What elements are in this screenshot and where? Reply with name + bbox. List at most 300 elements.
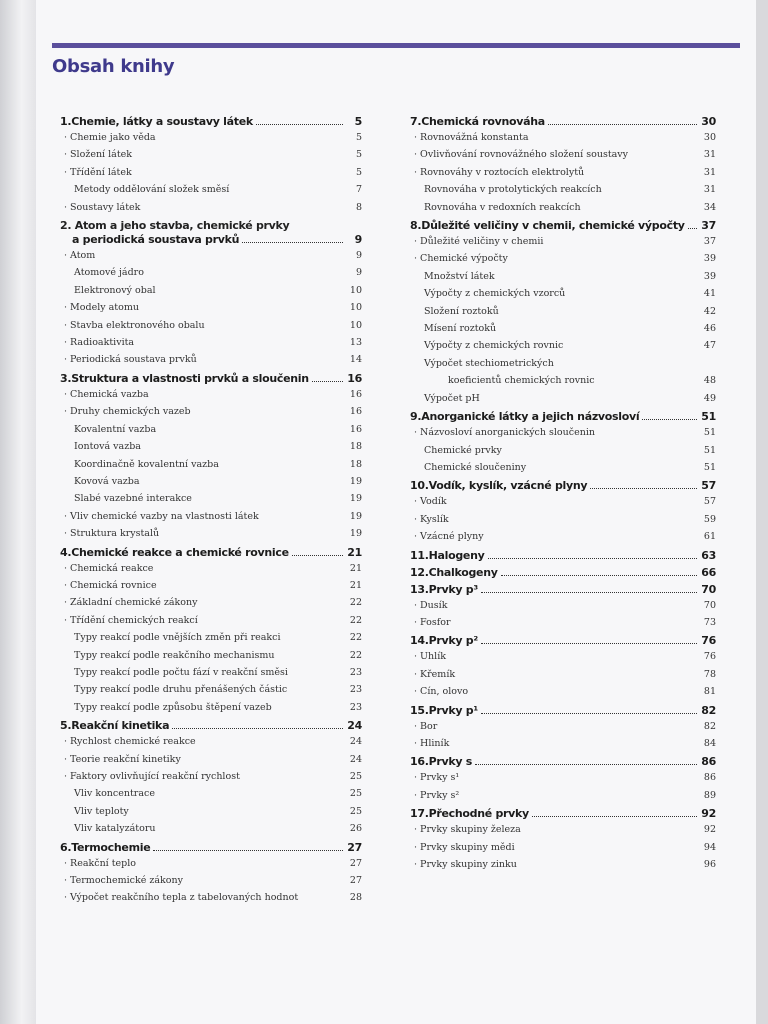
entry-title: · Chemická reakce (60, 560, 340, 577)
toc-entry (60, 317, 362, 334)
toc-chapter (410, 479, 716, 493)
page-number: 96 (703, 859, 716, 870)
entry-title: · Soustavy látek (60, 199, 340, 216)
toc-entry (60, 820, 362, 837)
chapter-number: 7. (410, 115, 422, 128)
entry-title: Vliv koncentrace (74, 788, 155, 800)
chapter-title: Důležité veličiny v chemii, chemické výpočty (421, 219, 685, 233)
toc-entry (60, 699, 362, 716)
page-number: 19 (349, 528, 362, 540)
toc-entry (410, 666, 716, 683)
page-number: 59 (703, 513, 716, 525)
dot-leader (688, 228, 697, 229)
chapter-number: 14. (410, 634, 429, 648)
page-number: 86 (701, 755, 716, 769)
chapter-title: Anorganické látky a jejich názvosloví (421, 410, 640, 424)
toc-entry (60, 199, 362, 216)
page-number: 27 (347, 840, 362, 854)
entry-title: · Vodík (410, 493, 694, 510)
page-number: 31 (703, 184, 716, 196)
entry-title: Typy reakcí podle způsobu štěpení vazeb (74, 701, 272, 713)
toc-entry (60, 282, 362, 299)
page-number: 5 (355, 149, 362, 161)
entry-title: · Kyslík (410, 511, 694, 528)
toc-chapter (60, 841, 362, 855)
page-number: 22 (349, 614, 362, 626)
page-number: 46 (703, 323, 716, 335)
entry-title: Rovnováha v redoxních reakcích (424, 201, 581, 213)
dot-leader (242, 242, 343, 243)
toc-entry (60, 490, 362, 507)
toc-entry (60, 247, 362, 264)
toc-entry (60, 473, 362, 490)
chapter-title-line (60, 233, 362, 247)
page-number: 22 (349, 632, 362, 644)
page-number: 23 (349, 666, 362, 678)
toc-entry (410, 735, 716, 752)
chapter-number: 6. (60, 840, 72, 854)
entry-title: · Výpočet reakčního tepla z tabelovaných hodnot (60, 889, 340, 906)
page-number: 82 (703, 720, 716, 732)
page-number: 21 (349, 579, 362, 591)
toc-entry (60, 299, 362, 316)
chapter-number: 12. (410, 565, 429, 579)
page-number: 25 (349, 771, 362, 782)
dot-leader (481, 643, 697, 644)
page-number: 57 (703, 496, 716, 508)
toc-entry (60, 803, 362, 820)
toc-entry (410, 821, 716, 838)
page-number: 47 (703, 340, 716, 352)
toc-entry (60, 577, 362, 594)
page-number: 51 (703, 444, 716, 456)
page-number: 31 (703, 166, 716, 178)
entry-title: Složení roztoků (424, 305, 499, 317)
page-number: 51 (701, 410, 716, 424)
chapter-title: Chemické reakce a chemické rovnice (71, 545, 289, 559)
toc-entry (60, 403, 362, 420)
chapter-title: Prvky p³ (428, 582, 478, 596)
page-number: 9 (355, 250, 362, 262)
page-number: 14 (349, 354, 362, 366)
entry-title: Koordinačně kovalentní vazba (74, 458, 219, 470)
toc-chapter (410, 807, 716, 821)
toc-chapter (410, 115, 716, 129)
entry-title: · Názvosloví anorganických sloučenin (410, 424, 694, 441)
page-number: 19 (349, 475, 362, 487)
chapter-number: 10. (410, 479, 429, 493)
page-number: 57 (701, 479, 716, 493)
entry-title: · Fosfor (410, 614, 694, 631)
page-number: 70 (701, 582, 716, 596)
toc-chapter (410, 549, 716, 563)
page-number: 51 (703, 461, 716, 473)
toc-chapter (410, 219, 716, 233)
entry-title: Typy reakcí podle druhu přenášených částic (74, 684, 288, 696)
chapter-title: Chemie, látky a soustavy látek (71, 115, 253, 128)
page-number: 18 (349, 458, 362, 470)
page-title: Obsah knihy (52, 56, 175, 77)
page-number: 78 (703, 668, 716, 680)
page-number: 24 (347, 719, 362, 733)
page-number: 37 (701, 219, 716, 233)
toc-entry (60, 733, 362, 750)
toc-entry (60, 129, 362, 146)
toc-chapter (60, 372, 362, 386)
toc-entry (410, 181, 716, 198)
page-number: 81 (703, 686, 716, 698)
entry-title: Mísení roztoků (424, 323, 497, 335)
toc-entry (410, 648, 716, 665)
chapter-number: 15. (410, 703, 429, 717)
toc-entry (60, 612, 362, 629)
entry-title: · Stavba elektronového obalu (60, 317, 340, 334)
toc-entry (60, 164, 362, 181)
toc-entry (410, 856, 716, 873)
page-number: 76 (703, 651, 716, 663)
dot-leader (548, 124, 697, 125)
dot-leader (642, 419, 697, 420)
entry-title: · Důležité veličiny v chemii (410, 233, 694, 250)
entry-title: · Chemie jako věda (60, 129, 340, 146)
entry-title: · Periodická soustava prvků (60, 351, 340, 368)
chapter-number: 17. (410, 807, 429, 821)
entry-title: · Cín, olovo (410, 683, 694, 700)
toc-entry (410, 528, 716, 545)
dot-leader (153, 850, 343, 851)
page-number: 82 (701, 703, 716, 717)
entry-title: Vliv teploty (74, 805, 129, 817)
toc-entry (410, 683, 716, 700)
page-number: 41 (703, 288, 716, 300)
entry-title: · Ovlivňování rovnovážného složení soustavy (410, 146, 694, 163)
page-number: 10 (349, 319, 362, 331)
entry-title: · Reakční teplo (60, 855, 340, 872)
page-number: 7 (355, 184, 362, 196)
toc-chapter (410, 410, 716, 424)
page-number: 92 (703, 824, 716, 836)
page-number: 89 (703, 789, 716, 801)
toc-entry (410, 769, 716, 786)
toc-chapter (60, 546, 362, 560)
chapter-title: Vodík, kyslík, vzácné plyny (428, 479, 588, 493)
chapter-number: 3. (60, 371, 72, 385)
page-number: 16 (349, 406, 362, 418)
page-number: 42 (703, 305, 716, 317)
toc-entry (410, 285, 716, 302)
toc-entry (410, 129, 716, 146)
entry-title: Atomové jádro (74, 267, 144, 279)
page-number: 92 (701, 807, 716, 821)
chapter-number: 1. (60, 115, 72, 128)
toc-entry (410, 459, 716, 476)
chapter-number: 2. (60, 219, 72, 233)
toc-entry (60, 664, 362, 681)
entry-title: · Křemík (410, 666, 694, 683)
chapter-title: Prvky s (428, 755, 473, 769)
chapter-number: 11. (410, 548, 429, 562)
page-number: 5 (354, 115, 362, 128)
page-number: 10 (349, 302, 362, 314)
chapter-title: Přechodné prvky (428, 807, 529, 821)
entry-title: · Složení látek (60, 146, 340, 163)
dot-leader (501, 575, 697, 576)
entry-title: · Druhy chemických vazeb (60, 403, 340, 420)
entry-title: Slabé vazebné interakce (74, 493, 192, 505)
entry-title: · Chemická rovnice (60, 577, 340, 594)
toc-entry (60, 681, 362, 698)
toc-entry (410, 199, 716, 216)
entry-title: Kovalentní vazba (74, 423, 157, 435)
entry-title: Výpočet pH (424, 392, 480, 404)
chapter-title: Atom a jeho stavba, chemické prvky (74, 219, 290, 233)
entry-title: · Atom (60, 247, 340, 264)
page-number: 27 (349, 875, 362, 887)
toc-entry (410, 355, 716, 372)
dot-leader (590, 488, 697, 489)
chapter-title: Chemická rovnováha (421, 115, 545, 128)
chapter-title: a periodická soustava prvků (72, 233, 240, 247)
entry-title: Rovnováha v protolytických reakcích (424, 184, 602, 196)
entry-title: · Vliv chemické vazby na vlastnosti látek (60, 508, 340, 525)
page-number: 16 (347, 371, 362, 385)
toc-entry (60, 386, 362, 403)
page-number: 76 (701, 634, 716, 648)
chapter-title: Halogeny (428, 548, 485, 562)
page-number: 22 (349, 597, 362, 609)
entry-title: Množství látek (424, 270, 495, 282)
toc-chapter (60, 219, 362, 247)
toc-entry (60, 438, 362, 455)
chapter-title-line (60, 219, 362, 233)
toc-entry (60, 508, 362, 525)
toc-entry (60, 855, 362, 872)
page-number: 13 (349, 337, 362, 349)
page-number: 25 (349, 805, 362, 817)
page-number: 34 (703, 201, 716, 213)
page-number: 24 (349, 736, 362, 748)
toc-entry (410, 442, 716, 459)
page-number: 70 (703, 599, 716, 611)
toc-entry (60, 421, 362, 438)
entry-title: Typy reakcí podle počtu fází v reakční směsi (74, 666, 288, 678)
toc-entry (410, 839, 716, 856)
entry-title: · Bor (410, 718, 694, 735)
page-number: 18 (349, 441, 362, 453)
toc-entry (60, 181, 362, 198)
page-number: 10 (349, 284, 362, 296)
dot-leader (256, 124, 343, 125)
toc-entry (410, 337, 716, 354)
toc-entry (60, 594, 362, 611)
page-number: 94 (703, 841, 716, 853)
page-number: 49 (703, 392, 716, 404)
page-number: 25 (349, 788, 362, 800)
toc-entry (410, 164, 716, 181)
entry-title: Výpočty z chemických rovnic (424, 340, 564, 352)
chapter-title: Prvky p² (428, 634, 478, 648)
entry-title: · Modely atomu (60, 299, 340, 316)
page-number: 5 (355, 166, 362, 178)
toc-entry (410, 787, 716, 804)
entry-title: · Rovnovážná konstanta (410, 129, 694, 146)
dot-leader (488, 558, 698, 559)
entry-title: · Teorie reakční kinetiky (60, 751, 340, 768)
page-number: 37 (703, 236, 716, 248)
entry-title: · Faktory ovlivňující reakční rychlost (60, 768, 340, 785)
toc-entry (60, 560, 362, 577)
chapter-number: 13. (410, 582, 429, 596)
page-number: 26 (349, 823, 362, 835)
chapter-number: 5. (60, 719, 72, 733)
entry-title: · Dusík (410, 597, 694, 614)
page-number: 63 (701, 548, 716, 562)
toc-entry (410, 511, 716, 528)
entry-title: · Radioaktivita (60, 334, 340, 351)
page-number: 23 (349, 684, 362, 696)
entry-title: Výpočty z chemických vzorců (424, 288, 566, 300)
page-number: 21 (349, 562, 362, 574)
chapter-number: 4. (60, 545, 72, 559)
page-number: 9 (354, 233, 362, 247)
page-number: 84 (703, 737, 716, 749)
header-rule (52, 43, 740, 48)
page-number: 23 (349, 701, 362, 713)
entry-title: · Prvky skupiny zinku (410, 856, 694, 873)
toc-chapter (410, 704, 716, 718)
dot-leader (172, 728, 343, 729)
entry-title: Elektronový obal (74, 284, 156, 296)
chapter-title: Reakční kinetika (71, 719, 170, 733)
toc-column-left (60, 112, 362, 907)
page-number: 19 (349, 510, 362, 522)
entry-title: · Termochemické zákony (60, 872, 340, 889)
entry-title: · Prvky skupiny mědi (410, 839, 694, 856)
entry-title: · Třídění látek (60, 164, 340, 181)
entry-title: · Prvky s² (410, 787, 694, 804)
page-number: 86 (703, 772, 716, 784)
dot-leader (532, 816, 697, 817)
toc-entry (410, 146, 716, 163)
toc-entry (410, 320, 716, 337)
page-number: 16 (349, 388, 362, 400)
page-number: 27 (349, 857, 362, 869)
page-number: 51 (703, 427, 716, 439)
page-number: 30 (701, 115, 716, 128)
entry-title: · Hliník (410, 735, 694, 752)
entry-title: · Vzácné plyny (410, 528, 694, 545)
toc-chapter (60, 115, 362, 129)
entry-title: · Prvky s¹ (410, 769, 694, 786)
page-number: 48 (703, 375, 716, 387)
page-number: 22 (349, 649, 362, 661)
toc-entry (410, 268, 716, 285)
toc-entry (410, 614, 716, 631)
toc-entry (410, 233, 716, 250)
toc-chapter (410, 634, 716, 648)
entry-title: · Třídění chemických reakcí (60, 612, 340, 629)
entry-title: Typy reakcí podle reakčního mechanismu (74, 649, 275, 661)
toc-chapter (410, 566, 716, 580)
page-number: 9 (355, 267, 362, 279)
dot-leader (292, 555, 343, 556)
entry-title: · Uhlík (410, 648, 694, 665)
toc-entry (60, 785, 362, 802)
chapter-title: Struktura a vlastnosti prvků a sloučenin (71, 371, 309, 385)
entry-title: Kovová vazba (74, 475, 140, 487)
page-number: 5 (355, 132, 362, 143)
page-number: 24 (349, 753, 362, 765)
toc-entry (60, 351, 362, 368)
entry-title: Vliv katalyzátoru (74, 823, 156, 835)
toc-entry (60, 264, 362, 281)
chapter-number: 16. (410, 755, 429, 769)
entry-title: Typy reakcí podle vnějších změn při reakci (74, 632, 281, 644)
page-number: 30 (703, 132, 716, 143)
entry-title: · Rovnováhy v roztocích elektrolytů (410, 164, 694, 181)
page-number: 61 (703, 531, 716, 543)
toc-entry (410, 718, 716, 735)
entry-title: · Chemické výpočty (410, 250, 694, 267)
toc-entry (410, 424, 716, 441)
toc-entry (410, 303, 716, 320)
entry-title: Iontová vazba (74, 441, 141, 453)
toc-entry (60, 751, 362, 768)
page-number: 28 (349, 892, 362, 904)
dot-leader (481, 713, 697, 714)
page-number: 73 (703, 616, 716, 628)
book-spine-shadow (0, 0, 36, 1024)
entry-title: · Prvky skupiny železa (410, 821, 694, 838)
page-number: 39 (703, 270, 716, 282)
page-number: 66 (701, 565, 716, 579)
toc-entry (410, 390, 716, 407)
toc-entry (410, 493, 716, 510)
page-number: 16 (349, 423, 362, 435)
dot-leader (481, 592, 697, 593)
page-number: 19 (349, 493, 362, 505)
toc-entry (410, 250, 716, 267)
entry-title: · Struktura krystalů (60, 525, 340, 542)
chapter-title: Termochemie (71, 840, 151, 854)
toc-entry (410, 372, 716, 389)
toc-entry (60, 456, 362, 473)
chapter-title: Prvky p¹ (428, 703, 478, 717)
entry-title: Metody oddělování složek směsí (74, 184, 230, 196)
page-number: 31 (703, 149, 716, 161)
dot-leader (475, 764, 697, 765)
toc-entry (60, 768, 362, 785)
toc-entry (60, 629, 362, 646)
page-number (694, 355, 716, 372)
page-number: 21 (347, 545, 362, 559)
toc-chapter (410, 583, 716, 597)
chapter-title: Chalkogeny (428, 565, 498, 579)
entry-title: Chemické sloučeniny (424, 461, 527, 473)
toc-entry (60, 525, 362, 542)
entry-title: Chemické prvky (424, 444, 502, 456)
chapter-number: 9. (410, 410, 422, 424)
entry-title: koeficientů chemických rovnic (448, 375, 595, 387)
chapter-number: 8. (410, 219, 422, 233)
toc-entry (60, 872, 362, 889)
toc-entry (60, 647, 362, 664)
toc-entry (410, 597, 716, 614)
dot-leader (312, 381, 343, 382)
toc-entry (60, 334, 362, 351)
page-number: 8 (355, 201, 362, 213)
toc-entry (60, 889, 362, 906)
